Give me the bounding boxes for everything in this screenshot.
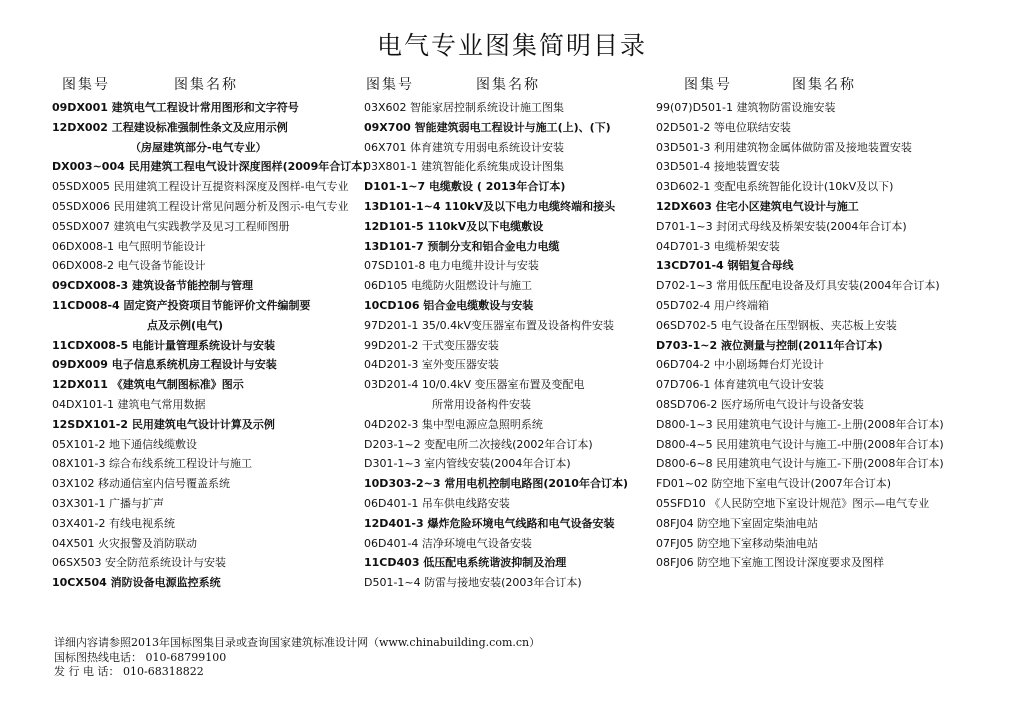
catalog-entry-text: 06X701 体育建筑专用弱电系统设计安装 xyxy=(364,140,565,154)
catalog-entry xyxy=(52,98,360,118)
catalog-entry-text: 03D501-4 接地装置安装 xyxy=(656,160,780,174)
catalog-entry-text: FD01~02 防空地下室电气设计(2007年合订本) xyxy=(656,477,892,491)
catalog-entry xyxy=(52,454,360,474)
catalog-entry-text: 02D501-2 等电位联结安装 xyxy=(656,120,791,134)
catalog-entry xyxy=(656,553,956,573)
catalog-entry-text: 06D401-4 洁净环境电气设备安装 xyxy=(364,536,532,550)
catalog-entry xyxy=(656,395,956,415)
catalog-entry xyxy=(656,118,956,138)
catalog-entry xyxy=(656,138,956,158)
page-title: 电气专业图集简明目录 xyxy=(376,31,647,60)
catalog-entry-text: 10CX504 消防设备电源监控系统 xyxy=(52,576,221,590)
catalog-entry xyxy=(52,336,360,356)
column-rows xyxy=(364,98,649,593)
catalog-entry xyxy=(52,375,360,395)
catalog-entry-text: DX003~004 民用建筑工程电气设计深度图样(2009年合订本) xyxy=(52,160,368,174)
catalog-entry xyxy=(656,256,956,276)
catalog-entry xyxy=(656,336,956,356)
catalog-entry xyxy=(656,197,956,217)
catalog-column-3 xyxy=(656,74,956,573)
catalog-entry-text: 03X602 智能家居控制系统设计施工图集 xyxy=(364,101,565,114)
catalog-entry xyxy=(656,355,956,375)
catalog-entry-text: 06DX008-2 电气设备节能设计 xyxy=(52,259,206,273)
catalog-entry-text: 03X401-2 有线电视系统 xyxy=(52,516,175,530)
catalog-entry-text: 13D101-7 预制分支和铝合金电力电缆 xyxy=(364,239,560,253)
catalog-entry xyxy=(364,118,649,138)
catalog-entry-text: 04D202-3 集中型电源应急照明系统 xyxy=(364,417,543,431)
footer-info xyxy=(54,636,540,680)
catalog-entry-text: 10CD106 铝合金电缆敷设与安装 xyxy=(364,298,534,312)
catalog-entry xyxy=(364,514,649,534)
catalog-entry xyxy=(52,118,360,138)
catalog-entry xyxy=(656,217,956,237)
catalog-entry xyxy=(364,553,649,573)
catalog-entry-text: 07FJ05 防空地下室移动柴油电站 xyxy=(656,536,819,550)
catalog-entry xyxy=(52,157,368,177)
catalog-entry-text: 13D101-1~4 110kV及以下电力电缆终端和接头 xyxy=(364,199,616,213)
catalog-column-1 xyxy=(52,74,368,593)
catalog-entry xyxy=(52,514,360,534)
catalog-entry xyxy=(52,494,360,514)
catalog-entry xyxy=(52,276,360,296)
catalog-entry-text: D203-1~2 变配电所二次接线(2002年合订本) xyxy=(364,437,593,451)
column-header xyxy=(364,74,649,98)
catalog-entry-text: 99D201-2 干式变压器安装 xyxy=(364,338,499,352)
catalog-entry-text: 08FJ06 防空地下室施工图设计深度要求及图样 xyxy=(656,556,885,570)
catalog-entry-text: 06SD702-5 电气设备在压型钢板、夹芯板上安装 xyxy=(656,318,897,332)
catalog-entry-continuation: 所常用设备构件安装 xyxy=(432,397,531,411)
catalog-entry-text: 99(07)D501-1 建筑物防雷设施安装 xyxy=(656,101,836,114)
catalog-entry xyxy=(52,256,360,276)
catalog-entry xyxy=(52,177,360,197)
catalog-entry xyxy=(52,296,360,336)
catalog-entry xyxy=(364,336,649,356)
catalog-entry xyxy=(52,573,360,593)
catalog-entry xyxy=(656,474,956,494)
catalog-entry xyxy=(52,237,360,257)
catalog-entry xyxy=(52,138,360,158)
column-header xyxy=(656,74,956,98)
catalog-entry xyxy=(364,573,649,593)
catalog-entry-text: D703-1~2 液位测量与控制(2011年合订本) xyxy=(656,338,883,352)
catalog-entry-text: 04D701-3 电缆桥架安装 xyxy=(656,239,780,253)
footer-hotline: 国标图热线电话： 010-68799100 xyxy=(54,650,227,664)
header-name: 图集名称 xyxy=(476,77,540,93)
catalog-entry-text: 03X801-1 建筑智能化系统集成设计图集 xyxy=(364,160,564,174)
footer-website-note: 详细内容请参照2013年国标图集目录或查询国家建筑标准设计网（www.chinabuilding.com.cn） xyxy=(54,636,541,649)
catalog-entry-text: 12DX002 工程建设标准强制性条文及应用示例 xyxy=(52,120,288,134)
catalog-entry xyxy=(364,534,649,554)
catalog-entry xyxy=(364,454,649,474)
catalog-entry-text: 03X301-1 广播与扩声 xyxy=(52,496,164,510)
catalog-entry-text: 09DX009 电子信息系统机房工程设计与安装 xyxy=(52,358,277,372)
footer-sales-phone: 发 行 电 话： 010-68318822 xyxy=(54,665,204,678)
catalog-entry xyxy=(364,197,649,217)
catalog-entry xyxy=(656,237,956,257)
catalog-entry xyxy=(364,296,649,316)
catalog-entry xyxy=(52,395,360,415)
catalog-entry xyxy=(656,276,956,296)
catalog-entry xyxy=(656,157,956,177)
catalog-entry-text: 03D501-3 利用建筑物金属体做防雷及接地装置安装 xyxy=(656,140,912,154)
catalog-entry-text: 97D201-1 35/0.4kV变压器室布置及设备构件安装 xyxy=(364,318,615,332)
catalog-entry-text: 12D101-5 110kV及以下电缆敷设 xyxy=(364,219,544,233)
catalog-entry xyxy=(364,177,649,197)
catalog-entry-text: 08FJ04 防空地下室固定柴油电站 xyxy=(656,516,819,530)
catalog-entry xyxy=(364,316,649,336)
catalog-entry-text: （房屋建筑部分-电气专业） xyxy=(130,140,267,154)
catalog-entry-text: 05SDX005 民用建筑工程设计互提资料深度及图样-电气专业 xyxy=(52,180,349,194)
catalog-entry-text: 07D706-1 体育建筑电气设计安装 xyxy=(656,378,824,392)
catalog-entry xyxy=(656,494,956,514)
catalog-entry-text: 05SDX006 民用建筑工程设计常见问题分析及图示-电气专业 xyxy=(52,199,349,213)
catalog-entry xyxy=(364,256,649,276)
catalog-entry xyxy=(656,316,956,336)
catalog-entry-text: 05D702-4 用户终端箱 xyxy=(656,298,769,312)
catalog-entry xyxy=(656,514,956,534)
catalog-entry xyxy=(364,375,649,415)
catalog-entry xyxy=(364,415,649,435)
catalog-entry-text: 04D201-3 室外变压器安装 xyxy=(364,358,499,372)
catalog-entry-text: 09X700 智能建筑弱电工程设计与施工(上)、(下) xyxy=(364,120,611,134)
catalog-entry-text: 07SD101-8 电力电缆井设计与安装 xyxy=(364,259,539,273)
catalog-entry xyxy=(364,138,649,158)
catalog-entry-text: 08SD706-2 医疗场所电气设计与设备安装 xyxy=(656,397,864,411)
catalog-entry-text: D800-6~8 民用建筑电气设计与施工-下册(2008年合订本) xyxy=(656,457,944,471)
catalog-entry-text: 03D201-4 10/0.4kV 变压器室布置及变配电 xyxy=(364,378,585,392)
catalog-entry xyxy=(364,355,649,375)
catalog-entry-text: 06D704-2 中小剧场舞台灯光设计 xyxy=(656,358,824,372)
catalog-entry xyxy=(52,534,360,554)
catalog-entry-text: D301-1~3 室内管线安装(2004年合订本) xyxy=(364,457,571,471)
catalog-entry-text: 05X101-2 地下通信线缆敷设 xyxy=(52,437,197,451)
catalog-entry-text: D701-1~3 封闭式母线及桥架安装(2004年合订本) xyxy=(656,219,907,233)
catalog-entry xyxy=(656,415,956,435)
catalog-entry xyxy=(656,296,956,316)
catalog-entry xyxy=(52,197,360,217)
header-number: 图集号 xyxy=(366,77,414,93)
header-number: 图集号 xyxy=(684,77,732,93)
catalog-entry xyxy=(656,534,956,554)
catalog-entry-text: 08X101-3 综合布线系统工程设计与施工 xyxy=(52,457,252,471)
catalog-entry-text: 12DX603 住宅小区建筑电气设计与施工 xyxy=(656,199,859,213)
catalog-entry-text: 09DX001 建筑电气工程设计常用图形和文字符号 xyxy=(52,101,299,114)
catalog-entry-text: 06D105 电缆防火阻燃设计与施工 xyxy=(364,279,532,293)
catalog-entry xyxy=(656,375,956,395)
catalog-entry-text: 13CD701-4 钢铝复合母线 xyxy=(656,259,794,273)
catalog-entry-text: D501-1~4 防雷与接地安装(2003年合订本) xyxy=(364,576,582,590)
catalog-entry xyxy=(364,494,649,514)
catalog-entry xyxy=(364,435,649,455)
catalog-entry xyxy=(52,474,360,494)
catalog-entry xyxy=(52,355,360,375)
catalog-entry-text: 06D401-1 吊车供电线路安装 xyxy=(364,496,510,510)
catalog-entry xyxy=(656,177,956,197)
catalog-entry-text: 09CDX008-3 建筑设备节能控制与管理 xyxy=(52,279,254,293)
catalog-column-2 xyxy=(364,74,649,593)
catalog-entry xyxy=(364,157,649,177)
column-header xyxy=(52,74,360,98)
catalog-entry-text: 12D401-3 爆炸危险环境电气线路和电气设备安装 xyxy=(364,516,615,530)
catalog-entry-text: 12SDX101-2 民用建筑电气设计计算及示例 xyxy=(52,417,275,431)
catalog-entry xyxy=(52,415,360,435)
catalog-entry-text: D702-1~3 常用低压配电设备及灯具安装(2004年合订本) xyxy=(656,279,940,293)
catalog-entry xyxy=(364,474,649,494)
catalog-entry-text: D800-1~3 民用建筑电气设计与施工-上册(2008年合订本) xyxy=(656,417,944,431)
catalog-entry-text: 12DX011 《建筑电气制图标准》图示 xyxy=(52,378,244,392)
catalog-entry-text: 03X102 移动通信室内信号覆盖系统 xyxy=(52,477,231,491)
catalog-entry-text: 05SFD10 《人民防空地下室设计规范》图示—电气专业 xyxy=(656,496,930,510)
header-number: 图集号 xyxy=(62,77,110,93)
catalog-entry-text: 11CD008-4 固定资产投资项目节能评价文件编制要 xyxy=(52,298,311,312)
catalog-entry xyxy=(52,553,360,573)
header-name: 图集名称 xyxy=(174,77,238,93)
catalog-entry xyxy=(656,454,956,474)
catalog-entry-text: 03D602-1 变配电系统智能化设计(10kV及以下) xyxy=(656,180,894,194)
catalog-entry xyxy=(364,276,649,296)
header-name: 图集名称 xyxy=(792,77,856,93)
catalog-entry-text: 04X501 火灾报警及消防联动 xyxy=(52,536,198,550)
catalog-entry xyxy=(364,98,649,118)
catalog-entry-text: 11CD403 低压配电系统谐波抑制及治理 xyxy=(364,556,567,570)
catalog-entry-text: 10D303-2~3 常用电机控制电路图(2010年合订本) xyxy=(364,477,628,491)
catalog-entry xyxy=(656,98,956,118)
catalog-entry-text: 11CDX008-5 电能计量管理系统设计与安装 xyxy=(52,338,276,352)
column-rows xyxy=(656,98,956,573)
catalog-entry xyxy=(52,435,360,455)
catalog-entry-text: D800-4~5 民用建筑电气设计与施工-中册(2008年合订本) xyxy=(656,437,944,451)
catalog-entry xyxy=(364,217,649,237)
catalog-entry-continuation: 点及示例(电气) xyxy=(147,318,224,332)
catalog-entry-text: 06DX008-1 电气照明节能设计 xyxy=(52,239,206,253)
catalog-entry-text: 04DX101-1 建筑电气常用数据 xyxy=(52,397,206,411)
catalog-entry-text: D101-1~7 电缆敷设 ( 2013年合订本) xyxy=(364,180,566,194)
catalog-entry xyxy=(656,435,956,455)
catalog-entry xyxy=(364,237,649,257)
catalog-entry xyxy=(52,217,360,237)
catalog-entry-text: 05SDX007 建筑电气实践教学及见习工程师图册 xyxy=(52,219,290,233)
column-rows xyxy=(52,98,368,593)
catalog-entry-text: 06SX503 安全防范系统设计与安装 xyxy=(52,556,227,570)
